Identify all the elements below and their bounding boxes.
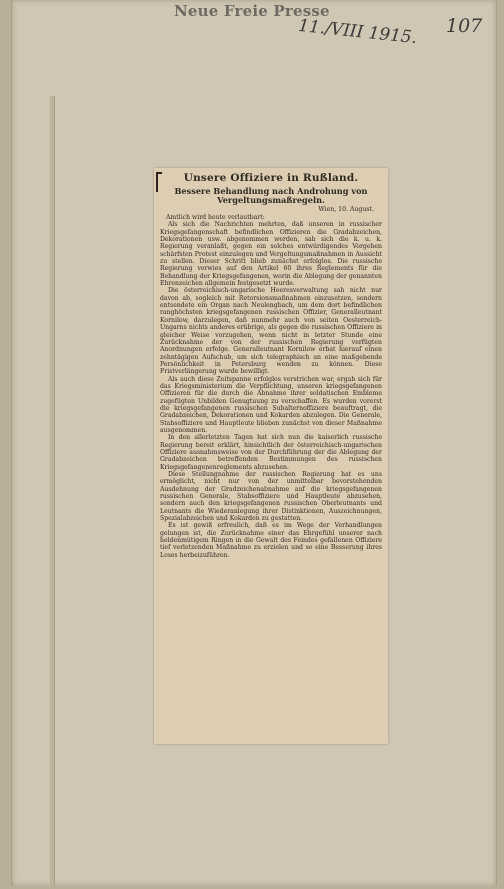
article-paragraph: Amtlich wird heute verlautbart: xyxy=(166,214,265,221)
article-paragraph: Diese Stellungnahme der russischen Regierung hat es uns ermöglicht, nicht nur von der unmittelbar bevorstehenden Ausdehnung der Gradzeichenabnahme auf die kriegsgefangenen russischen Generale, Stabsoffiziere und Hauptleute abzusehen, sondern auch den kriegsgefangenen russischen Oberleutnants und Leutnants die Wiederanlegung ihrer Distinktionen, Auszeichnungen, Spezialabzeichen und Kokarden zu gestatten. xyxy=(160,471,382,523)
article-paragraph: Die österreichisch-ungarische Heeresverwaltung sah nicht nur davon ab, sogleich mit Retorsionsmaßnahmen einzusetzen, sondern entsendete ein Organ nach Neulengbach, um dem dort befindlichen ranghöchsten kriegsgefangenen russischen Offizier, Generalleutnant Kornilow, darzulegen, daß nunmehr auch von seiten Oesterreich-Ungarns nichts anderes erübrige, als gegen die russischen Offiziere in gleicher Weise vorzugehen, wenn nicht in letzter Stunde eine Zurücknahme der von der russischen Regierung verfügten Anordnungen erfolge. Generalleutnant Kornilow erbat hierauf einen zehntägigen Aufschub, um sich telegraphisch an eine maßgebende Persönlichkeit in Petersburg wenden zu können. Diese Fristverlängerung wurde bewilligt. xyxy=(160,287,382,376)
handwritten-date: 11./VIII 1915. xyxy=(297,15,418,49)
binding-stub xyxy=(50,96,55,886)
newspaper-clipping xyxy=(154,168,388,744)
newspaper-masthead: Neue Freie Presse xyxy=(174,2,330,20)
bracket-mark xyxy=(156,172,162,192)
article-headline: Unsere Offiziere in Rußland. xyxy=(183,172,359,184)
article-paragraph: Es ist gewiß erfreulich, daß es im Wege der Verhandlungen gelungen ist, die Zurücknahme einer das Ehrgefühl unserer nach heldenmütigem Ringen in die Gewalt des Feindes gefallenen Offiziere tief verletzenden Maßnahme zu erzielen und so eine Besserung ihres Loses herbeizuführen. xyxy=(160,522,382,559)
article-dateline: Wien, 10. August. xyxy=(318,206,374,213)
article-body xyxy=(160,214,382,559)
article-subheadline: Bessere Behandlung nach Androhung von Vergeltungsmaßregeln. xyxy=(174,186,368,205)
page-number: 107 xyxy=(446,15,483,37)
article-paragraph: Als auch diese Zeitspanne erfolglos verstrichen war, ergab sich für das Kriegsministerium die Verpflichtung, unseren kriegsgefangenen Offizieren für die durch die Abnahme ihrer soldatischen Embleme zugefügten Unbilden Genugtuung zu verschaffen. Es wurden vorerst die kriegsgefangenen russischen Subalternoffiziere beauftragt, die Gradabzeichen, Dekorationen und Kokarden abzulegen. Die Generale, Stabsoffiziere und Hauptleute blieben zunächst von dieser Maßnahme ausgenommen. xyxy=(160,375,382,434)
article-paragraph: In den allerletzten Tagen hat sich nun die kaiserlich russische Regierung bereit erklärt, hinsichtlich der österreichisch-ungarischen Offiziere ausnahmsweise von der Durchführung der die Ablegung der Gradabzeichen betreffenden Bestimmungen des russischen Kriegsgefangenenreglements abzusehen. xyxy=(160,434,382,471)
article-paragraph: Als sich die Nachrichten mehrten, daß unseren in russischer Kriegsgefangenschaft befindlichen Offizieren die Gradabzeichen, Dekorationen usw. abgenommen werden, sah sich die k. u. k. Regierung veranlaßt, gegen ein solches entwürdigendes Vorgehen schärfsten Protest einzulegen und Vergeltungsmaßnahmen in Aussicht zu stellen. Dieser Schritt blieb zunächst erfolglos. Die russische Regierung verwies auf den Artikel 60 ihres Reglements für die Behandlung der Kriegsgefangenen, worin die Ablegung der genannten Ehrenzeichen allgemein festgesetzt wurde. xyxy=(160,221,382,288)
